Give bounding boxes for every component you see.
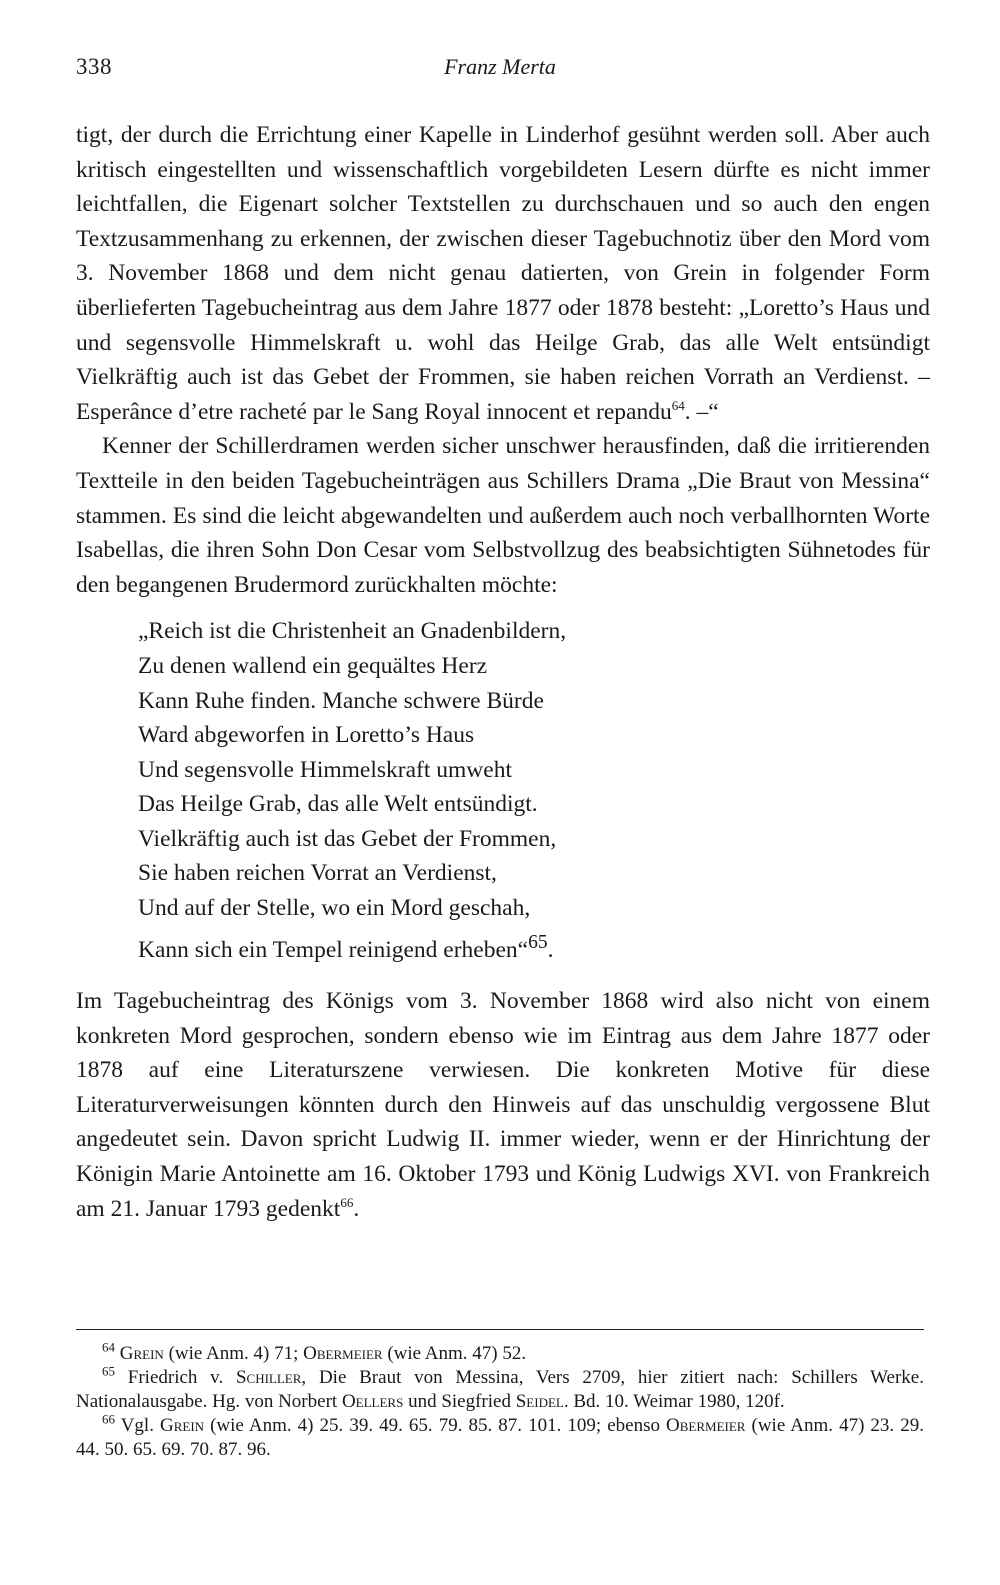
footnote-text: (wie Anm. 4) 71; bbox=[163, 1343, 304, 1364]
footnote-ref-66: 66 bbox=[340, 1194, 354, 1210]
footnote-text: und Siegfried bbox=[403, 1391, 516, 1412]
verse-last-text: Kann sich ein Tempel reinigend erheben“ bbox=[138, 936, 529, 963]
verse-line: Sie haben reichen Vorrat an Verdienst, bbox=[138, 860, 497, 887]
verse-line: Und auf der Stelle, wo ein Mord geschah, bbox=[138, 895, 531, 922]
footnote-number: 66 bbox=[102, 1411, 115, 1427]
paragraph-3-tail: . bbox=[353, 1195, 360, 1222]
running-head bbox=[76, 54, 924, 88]
author-name: Seidel bbox=[515, 1391, 564, 1412]
paragraph-1-text: tigt, der durch die Errichtung einer Kapelle in Linderhof gesühnt werden soll. Aber auch kritisch eingestellten und wissenschaftlich vorgebildeten Lesern dürfte es nicht immer leichtfallen, die Eigenart solcher Textstellen zu durchschauen und so auch den engen Textzusammenhang zu erkennen, der zwischen dieser Tagebuchnotiz über den Mord vom 3. November 1868 und dem nicht genau datierten, von Grein in folgender Form überlieferten Tagebucheintrag aus dem Jahre 1877 oder 1878 besteht: „Loretto’s Haus und und segensvolle Himmelskraft u. wohl das Heilge Grab, das alle Welt entsündigt Vielkräftig auch ist das Gebet der Frommen, sie haben reichen Vorrath an Verdienst. – Esperânce d’etre racheté par le Sang Royal innocent et repandu bbox=[76, 122, 930, 425]
paragraph-1-tail: . –“ bbox=[684, 398, 719, 425]
footnotes bbox=[76, 1339, 924, 1462]
author-name: Obermeier bbox=[303, 1343, 383, 1364]
paragraph-3-text: Im Tagebucheintrag des Königs vom 3. November 1868 wird also nicht von einem konkreten Mord gesprochen, sondern ebenso wie im Eintrag aus dem Jahre 1877 oder 1878 auf eine Literaturszene verwiesen. Die konkreten Motive für diese Literaturverweisungen könnten durch den Hinweis auf das unschuldig vergossene Blut angedeutet sein. Davon spricht Ludwig II. immer wieder, wenn er der Hinrichtung der Königin Marie Antoinette am 16. Oktober 1793 und König Ludwigs XVI. von Frankreich am 21. Januar 1793 gedenkt bbox=[76, 988, 930, 1222]
footnote-divider bbox=[76, 1329, 924, 1330]
footnote-text: . Bd. 10. Weimar 1980, 120f. bbox=[563, 1391, 785, 1412]
verse-line: Und segensvolle Himmelskraft umweht bbox=[138, 756, 512, 783]
page-number: 338 bbox=[76, 54, 112, 79]
footnote-text: (wie Anm. 47) 52. bbox=[382, 1343, 527, 1364]
footnote-text: , Die Braut von Messina, Vers 2709, hier zitiert nach: Schillers Werke. Nationalausgabe. Hg. von Norbert bbox=[76, 1367, 924, 1412]
verse-quote bbox=[138, 614, 930, 967]
author-name: Oellers bbox=[341, 1391, 404, 1412]
paragraph-2-text: Kenner der Schillerdramen werden sicher unschwer herausfinden, daß die irritierenden Textteile in den beiden Tagebucheinträgen aus Schillers Drama „Die Braut von Messina“ stammen. Es sind die leicht abgewandelten und außerdem auch noch verballhornten Worte Isabellas, die ihren Sohn Don Cesar vom Selbstvollzug des beabsichtigten Sühnetodes für den begangenen Brudermord zurückhalten möchte: bbox=[76, 433, 930, 598]
verse-line: Ward abgeworfen in Loretto’s Haus bbox=[138, 722, 475, 749]
footnote-65 bbox=[76, 1363, 924, 1414]
footnote-text: (wie Anm. 47) 23. 29. 44. 50. 65. 69. 70. 87. 96. bbox=[76, 1415, 924, 1460]
author-name: Grein bbox=[160, 1415, 205, 1436]
verse-last-tail: . bbox=[547, 936, 554, 963]
verse-line-last bbox=[138, 926, 930, 967]
author-name: Obermeier bbox=[666, 1415, 746, 1436]
author-name: Schiller bbox=[235, 1367, 302, 1388]
verse-line: Das Heilge Grab, das alle Welt entsündigt. bbox=[138, 791, 538, 818]
verse-line: Vielkräftig auch ist das Gebet der Frommen, bbox=[138, 825, 557, 852]
footnote-ref-65: 65 bbox=[528, 931, 548, 953]
footnote-66 bbox=[76, 1411, 924, 1462]
footnote-text: Vgl. bbox=[120, 1415, 160, 1436]
verse-line: „Reich ist die Christenheit an Gnadenbildern, bbox=[138, 618, 567, 645]
footnote-text: (wie Anm. 4) 25. 39. 49. 65. 79. 85. 87. 101. 109; ebenso bbox=[204, 1415, 667, 1436]
verse-line: Kann Ruhe finden. Manche schwere Bürde bbox=[138, 687, 544, 714]
footnote-text: Friedrich v. bbox=[127, 1367, 236, 1388]
footnote-64 bbox=[76, 1339, 924, 1366]
paragraph-2 bbox=[76, 429, 930, 602]
verse-line: Zu denen wallend ein gequältes Herz bbox=[138, 652, 488, 679]
footnote-ref-64: 64 bbox=[671, 397, 685, 413]
running-title: Franz Merta bbox=[444, 54, 556, 79]
paragraph-3 bbox=[76, 984, 930, 1226]
footnote-number: 64 bbox=[102, 1339, 115, 1355]
author-name: Grein bbox=[119, 1343, 164, 1364]
body-text bbox=[76, 118, 930, 1226]
paragraph-1 bbox=[76, 118, 930, 429]
footnote-number: 65 bbox=[102, 1363, 115, 1379]
